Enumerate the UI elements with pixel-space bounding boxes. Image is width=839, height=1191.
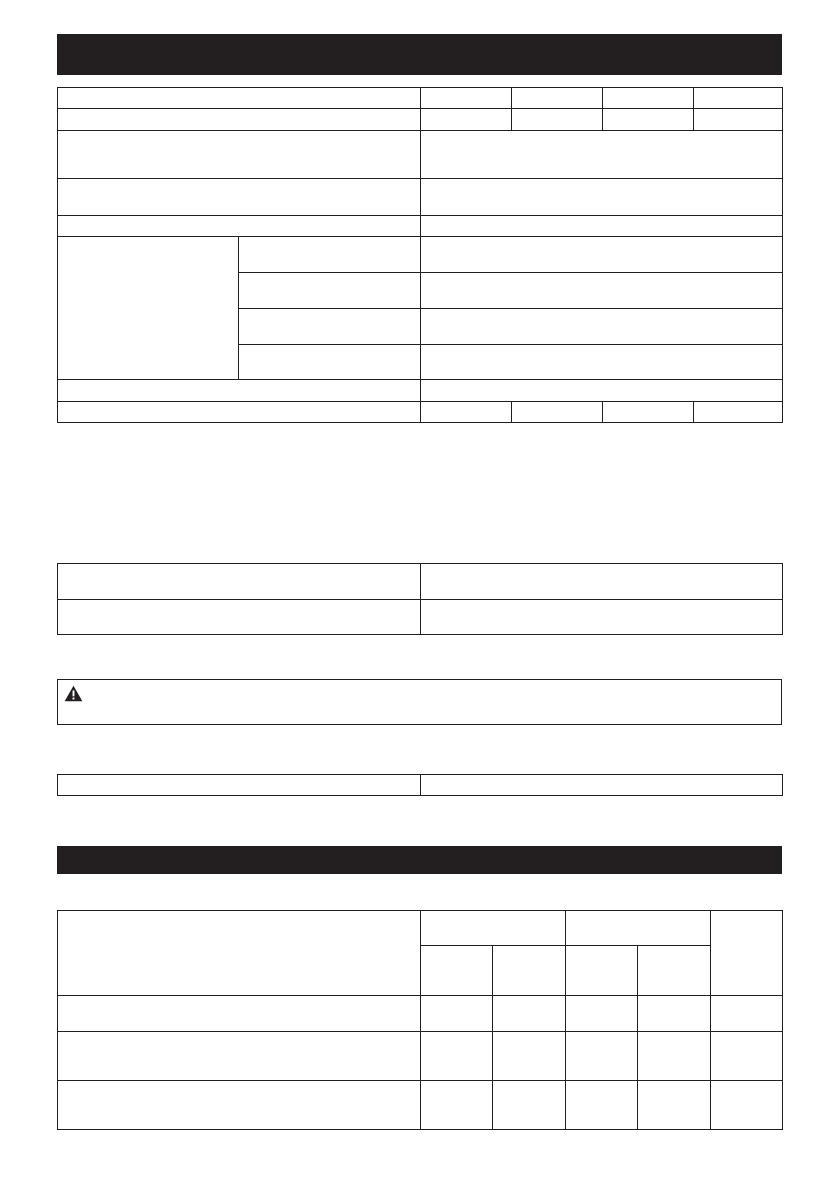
table-row xyxy=(58,996,783,1032)
table-cell xyxy=(638,996,711,1032)
table-cell xyxy=(421,109,512,131)
table-row xyxy=(58,237,783,273)
table-cell xyxy=(421,88,512,109)
table-row xyxy=(58,911,783,946)
lower-table xyxy=(57,910,783,1130)
table-cell xyxy=(58,600,421,635)
table-header-cell xyxy=(421,946,493,996)
table-cell xyxy=(421,216,783,237)
table-row xyxy=(58,88,783,109)
table-cell xyxy=(421,1032,493,1081)
table-cell xyxy=(694,402,783,423)
table-header-cell xyxy=(566,946,638,996)
table-cell xyxy=(421,402,512,423)
two-column-table xyxy=(57,563,783,635)
table-header-cell xyxy=(58,911,421,996)
table-cell xyxy=(711,996,783,1032)
table-cell xyxy=(512,402,603,423)
table-cell xyxy=(58,380,421,402)
table-row xyxy=(58,179,783,216)
table-cell xyxy=(493,996,566,1032)
section-header-bar xyxy=(57,34,782,75)
table-header-cell xyxy=(566,911,711,946)
table-cell xyxy=(421,600,783,635)
table-cell xyxy=(694,109,783,131)
table-row xyxy=(58,216,783,237)
table-cell xyxy=(58,88,421,109)
table-cell xyxy=(512,109,603,131)
table-cell xyxy=(603,402,694,423)
table-row xyxy=(58,380,783,402)
table-cell xyxy=(421,775,783,796)
warning-box xyxy=(57,679,782,725)
section-header-bar xyxy=(57,846,782,874)
table-row xyxy=(58,109,783,131)
specifications-table xyxy=(57,87,783,423)
table-header-cell xyxy=(421,911,566,946)
table-cell xyxy=(711,1081,783,1130)
table-cell xyxy=(421,179,783,216)
table-cell xyxy=(512,88,603,109)
table-cell xyxy=(58,1032,421,1081)
table-cell xyxy=(711,1032,783,1081)
table-cell xyxy=(421,237,783,273)
table-cell xyxy=(694,88,783,109)
table-cell xyxy=(421,345,783,380)
table-cell xyxy=(421,273,783,309)
table-cell xyxy=(239,237,421,273)
table-cell xyxy=(638,1032,711,1081)
table-row xyxy=(58,1081,783,1130)
table-cell xyxy=(566,1032,638,1081)
table-row xyxy=(58,600,783,635)
table-cell xyxy=(239,309,421,345)
table-cell xyxy=(638,1081,711,1130)
single-row-table xyxy=(57,774,783,796)
table-cell xyxy=(493,1081,566,1130)
table-row xyxy=(58,564,783,600)
table-cell xyxy=(421,1081,493,1130)
table-cell xyxy=(58,775,421,796)
table-cell xyxy=(603,88,694,109)
table-cell xyxy=(493,1032,566,1081)
table-cell xyxy=(58,402,421,423)
table-cell xyxy=(58,179,421,216)
table-cell xyxy=(239,345,421,380)
table-row xyxy=(58,1032,783,1081)
table-cell xyxy=(58,109,421,131)
table-cell xyxy=(58,564,421,600)
warning-triangle-icon xyxy=(64,685,83,702)
table-row xyxy=(58,775,783,796)
table-row xyxy=(58,131,783,179)
table-header-cell xyxy=(638,946,711,996)
table-cell xyxy=(421,564,783,600)
table-cell xyxy=(566,996,638,1032)
table-cell xyxy=(58,216,421,237)
table-cell xyxy=(603,109,694,131)
table-cell xyxy=(421,380,783,402)
table-row xyxy=(58,402,783,423)
table-cell xyxy=(58,131,421,179)
table-cell xyxy=(421,309,783,345)
table-header-cell xyxy=(711,911,783,996)
table-header-cell xyxy=(493,946,566,996)
table-cell xyxy=(421,131,783,179)
table-cell xyxy=(421,996,493,1032)
table-cell xyxy=(566,1081,638,1130)
table-cell xyxy=(58,996,421,1032)
table-cell xyxy=(239,273,421,309)
group-label-cell xyxy=(58,237,239,380)
table-cell xyxy=(58,1081,421,1130)
